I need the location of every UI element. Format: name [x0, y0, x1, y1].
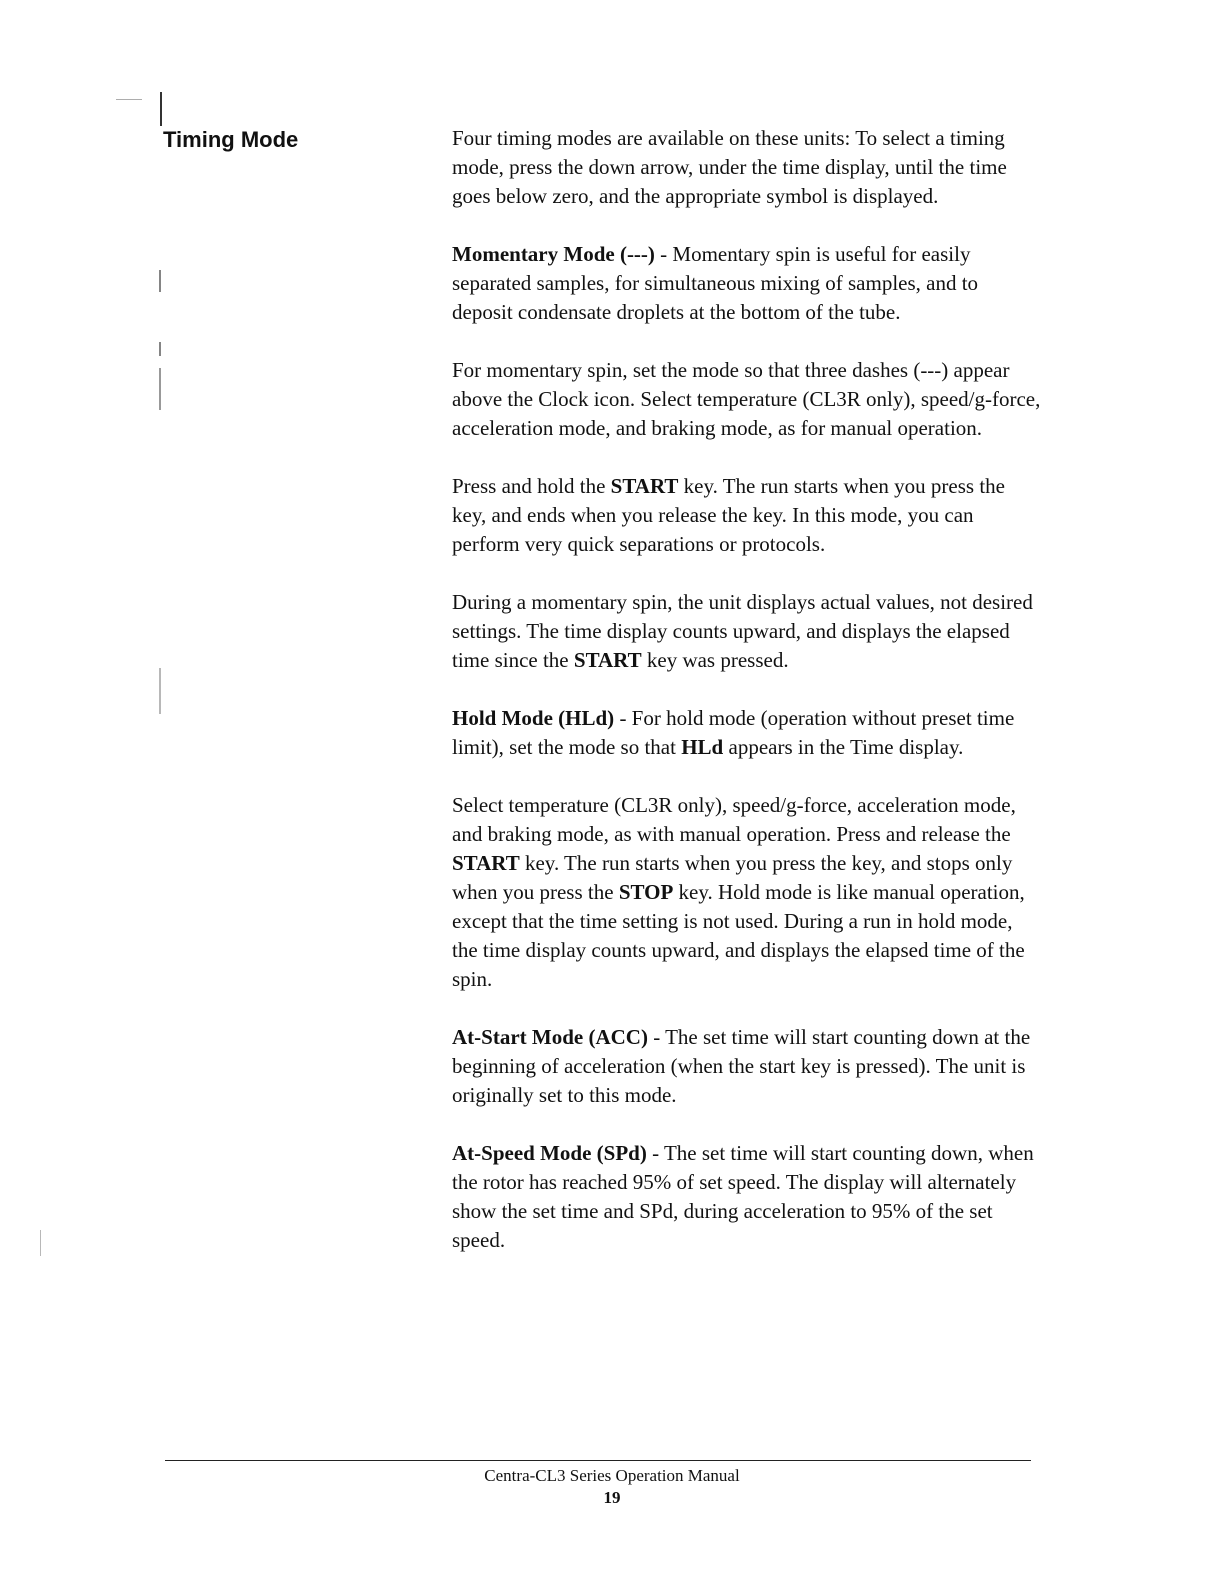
paragraph-momentary-display: [452, 588, 1042, 675]
bold-term: Hold Mode (HLd): [452, 706, 615, 730]
scan-mark: [160, 92, 162, 126]
paragraph-at-speed-mode: [452, 1139, 1042, 1255]
paragraph-momentary-setup: [452, 356, 1042, 443]
paragraph-intro: [452, 124, 1042, 211]
text-run: Select temperature (CL3R only), speed/g-force, acceleration mode, and braking mode, as with manual operation. Press and release the: [452, 793, 1016, 846]
paragraph-momentary-mode: [452, 240, 1042, 327]
text-run: For momentary spin, set the mode so that three dashes (---) appear above the Clock icon. Select temperature (CL3R only), speed/g-force, acceleration mode, and braking mode, as for manual operation.: [452, 358, 1041, 440]
scan-mark: [116, 99, 142, 100]
text-run: - The set time will start counting down, when the rotor has reached 95% of set speed. The display will alternately show the set time and SPd, during acceleration to 95% of the set speed.: [452, 1141, 1034, 1252]
scan-mark: [159, 270, 161, 292]
footer-divider: [165, 1460, 1031, 1461]
text-run: key. Hold mode is like manual operation, except that the time setting is not used. During a run in hold mode, the time display counts upward, and displays the elapsed time of the spin.: [452, 880, 1025, 991]
footer-manual-title: Centra-CL3 Series Operation Manual: [484, 1466, 740, 1485]
paragraph-hold-mode: [452, 704, 1042, 762]
paragraph-at-start-mode: [452, 1023, 1042, 1110]
bold-term: STOP: [618, 880, 674, 904]
bold-term: At-Start Mode (ACC): [452, 1025, 648, 1049]
page-number: 19: [603, 1488, 621, 1507]
text-run: During a momentary spin, the unit displays actual values, not desired settings. The time display counts upward, and displays the elapsed time since the: [452, 590, 1033, 672]
bold-term: At-Speed Mode (SPd): [452, 1141, 647, 1165]
scan-mark: [159, 668, 161, 714]
text-run: - For hold mode (operation without preset time limit), set the mode so that: [452, 706, 1015, 759]
text-run: appears in the Time display.: [723, 735, 964, 759]
bold-term: Momentary Mode (---): [452, 242, 655, 266]
text-run: key. The run starts when you press the key, and stops only when you press the: [452, 851, 1013, 904]
scan-mark: [159, 342, 161, 356]
bold-term: START: [573, 648, 642, 672]
text-run: Four timing modes are available on these units: To select a timing mode, press the down arrow, under the time display, until the time goes below zero, and the appropriate symbol is displayed.: [452, 126, 1007, 208]
section-heading: Timing Mode: [163, 127, 299, 152]
paragraph-momentary-start: [452, 472, 1042, 559]
text-run: - The set time will start counting down at the beginning of acceleration (when the start key is pressed). The unit is originally set to this mode.: [452, 1025, 1031, 1107]
body-column: [452, 124, 1042, 1284]
text-run: key. The run starts when you press the key, and ends when you release the key. In this mode, you can perform very quick separations or protocols.: [452, 474, 1005, 556]
scan-mark: [159, 368, 161, 410]
text-run: - Momentary spin is useful for easily separated samples, for simultaneous mixing of samples, and to deposit condensate droplets at the bottom of the tube.: [452, 242, 979, 324]
text-run: Press and hold the: [452, 474, 611, 498]
bold-term: HLd: [681, 735, 724, 759]
scan-mark: [40, 1230, 41, 1256]
paragraph-hold-operation: [452, 791, 1042, 994]
bold-term: START: [610, 474, 679, 498]
text-run: key was pressed.: [641, 648, 789, 672]
bold-term: START: [452, 851, 520, 875]
